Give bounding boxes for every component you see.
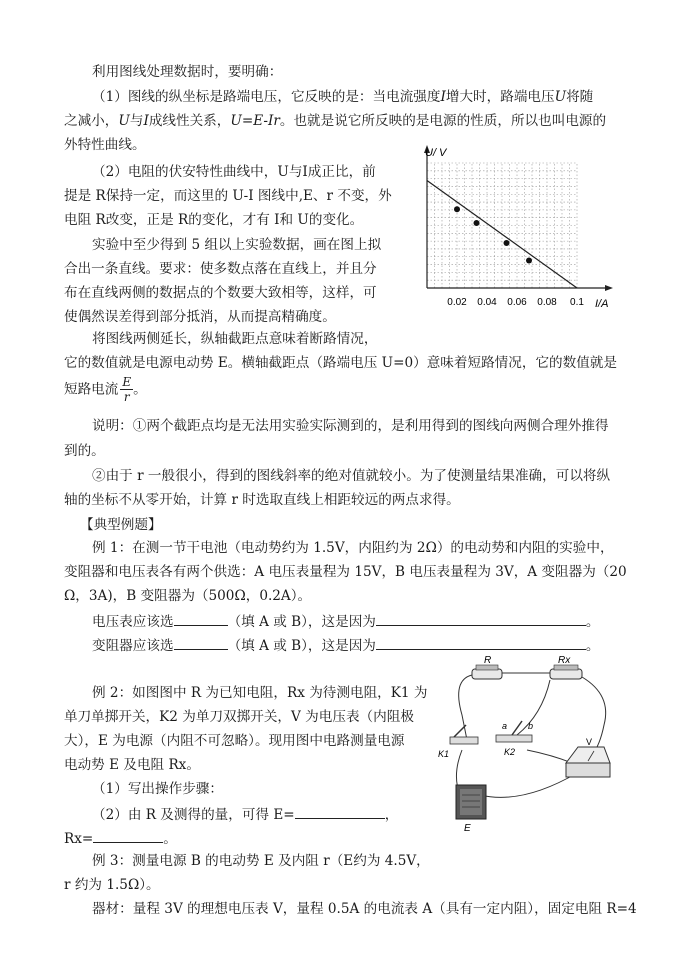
example-2-line-3: 大），E 为电源（内阻不可忽略）。现用图中电路测量电源 bbox=[64, 733, 405, 749]
example-1-question-2: 变阻器应该选 （填 A 或 B），这是因为 。 bbox=[92, 638, 600, 654]
x-axis-label: I/A bbox=[595, 298, 609, 310]
note-2-line-1: ②由于 r 一般很小，得到的图线斜率的绝对值就较小。为了使测量结果准确，可以将纵 bbox=[92, 468, 611, 484]
example-2-line-2: 单刀单掷开关，K2 为单刀双掷开关，V 为电压表（内阻极 bbox=[64, 709, 414, 725]
paragraph-3-line-2: 合出一条直线。要求：使多数点落在直线上，并且分 bbox=[64, 261, 377, 277]
paragraph-4-line-2: 它的数值就是电源电动势 E。横轴截距点（路端电压 U=0）意味着短路情况，它的数值就是 bbox=[64, 355, 618, 371]
svg-text:R: R bbox=[484, 655, 492, 666]
paragraph-3-line-3: 布在直线两侧的数据点的个数要大致相等，这样，可 bbox=[64, 285, 377, 301]
example-2-line-1: 例 2：如图图中 R 为已知电阻，Rx 为待测电阻，K1 为 bbox=[92, 685, 428, 701]
paragraph-2-line-2: 提是 R保持一定，而这里的 U-I 图线中,E、r 不变，外 bbox=[64, 188, 392, 204]
x-tick-label: 0.06 bbox=[507, 297, 527, 308]
paragraph-3-line-4: 使偶然误差得到部分抵消，从而提高精确度。 bbox=[64, 309, 336, 325]
example-3-line-2: r 约为 1.5Ω）。 bbox=[64, 877, 160, 893]
paragraph-1-line-1: （1）图线的纵坐标是路端电压，它反映的是：当电流强度I增大时，路端电压U将随 bbox=[92, 89, 594, 105]
example-3-line-3: 器材：量程 3V 的理想电压表 V，量程 0.5A 的电流表 A（具有一定内阻），固定电阻 R=4 bbox=[92, 901, 637, 917]
paragraph-3-line-1: 实验中至少得到 5 组以上实验数据，画在图上拟 bbox=[92, 237, 382, 253]
note-1-line-1: 说明：①两个截距点均是无法用实验实际测到的，是利用得到的图线向两侧合理外推得 bbox=[92, 418, 609, 434]
fraction-e-over-r: $\frac{E}{r}$ bbox=[122, 375, 132, 404]
wire bbox=[527, 750, 572, 763]
svg-text:b: b bbox=[528, 721, 534, 731]
data-point bbox=[504, 240, 510, 246]
paragraph-4-line-1: 将图线两侧延长，纵轴截距点意味着断路情况， bbox=[92, 331, 378, 347]
rheostat-reason-blank[interactable] bbox=[376, 636, 586, 650]
data-point bbox=[526, 258, 532, 264]
example-2-step-1: （1）写出操作步骤： bbox=[92, 781, 223, 797]
data-point bbox=[474, 220, 480, 226]
paragraph-1-line-3: 外特性曲线。 bbox=[64, 137, 146, 153]
example-2-step-3: Rx= 。 bbox=[64, 831, 177, 847]
svg-text:E: E bbox=[464, 823, 471, 834]
emf-answer-blank[interactable] bbox=[295, 805, 385, 819]
example-1-question-1: 电压表应该选 （填 A 或 B），这是因为 。 bbox=[92, 614, 600, 630]
wire bbox=[480, 773, 577, 797]
wire bbox=[517, 680, 550, 735]
example-1-line-1: 例 1：在测一节干电池（电动势约为 1.5V，内阻约为 2Ω）的电动势和内阻的实验中， bbox=[92, 540, 614, 556]
example-1-line-3: Ω，3A)，B 变阻器为（500Ω，0.2A）。 bbox=[64, 588, 312, 604]
resistor-rx bbox=[550, 655, 582, 679]
example-2-line-4: 电动势 E 及电阻 Rx。 bbox=[64, 757, 200, 773]
rheostat-answer-blank[interactable] bbox=[174, 636, 228, 650]
y-axis-label: U/ V bbox=[425, 147, 447, 159]
intro-line: 利用图线处理数据时，要明确： bbox=[92, 64, 283, 80]
example-1-line-2: 变阻器和电压表各有两个供选：A 电压表量程为 15V，B 电压表量程为 3V，A 变阻器为（20 bbox=[64, 564, 627, 580]
x-tick-label: 0.04 bbox=[477, 297, 497, 308]
svg-text:V: V bbox=[586, 737, 593, 747]
voltmeter-reason-blank[interactable] bbox=[376, 612, 586, 626]
paragraph-2-line-3: 电阻 R改变，正是 R的变化，才有 I和 U的变化。 bbox=[64, 212, 364, 228]
section-heading: 【典型例题】 bbox=[80, 517, 162, 533]
note-1-line-2: 到的。 bbox=[64, 443, 105, 459]
x-axis-arrow bbox=[605, 285, 613, 291]
switch-k2 bbox=[496, 721, 533, 757]
svg-text:a: a bbox=[502, 721, 508, 731]
switch-k1 bbox=[438, 725, 478, 759]
svg-text:Rx: Rx bbox=[558, 655, 571, 666]
example-2-step-2: （2）由 R 及测得的量，可得 E= ， bbox=[92, 807, 399, 823]
paragraph-1-line-2: 之减小，U与I成线性关系，U=E-Ir。也就是说它所反映的是电源的性质，所以也叫电源的 bbox=[64, 113, 607, 129]
resistor-r bbox=[472, 655, 502, 679]
example-3-line-1: 例 3：测量电源 B 的电动势 E 及内阻 r（E约为 4.5V， bbox=[92, 853, 430, 869]
u-i-graph bbox=[405, 140, 620, 315]
voltmeter bbox=[566, 737, 610, 777]
data-point bbox=[454, 206, 460, 212]
svg-text:K1: K1 bbox=[438, 749, 450, 759]
battery-e bbox=[456, 785, 486, 834]
paragraph-2-line-1: （2）电阻的伏安特性曲线中，U与I成正比，前 bbox=[92, 164, 376, 180]
paragraph-4-line-3: 短路电流 $\frac{E}{r}$ 。 bbox=[64, 375, 147, 404]
note-2-line-2: 轴的坐标不从零开始，计算 r 时选取直线上相距较远的两点求得。 bbox=[64, 492, 460, 508]
voltmeter-answer-blank[interactable] bbox=[174, 612, 228, 626]
circuit-diagram bbox=[432, 655, 617, 835]
x-tick-label: 0.02 bbox=[447, 297, 467, 308]
x-tick-label: 0.1 bbox=[570, 297, 584, 308]
svg-text:K2: K2 bbox=[504, 747, 516, 757]
x-tick-label: 0.08 bbox=[537, 297, 557, 308]
rx-answer-blank[interactable] bbox=[93, 829, 163, 843]
